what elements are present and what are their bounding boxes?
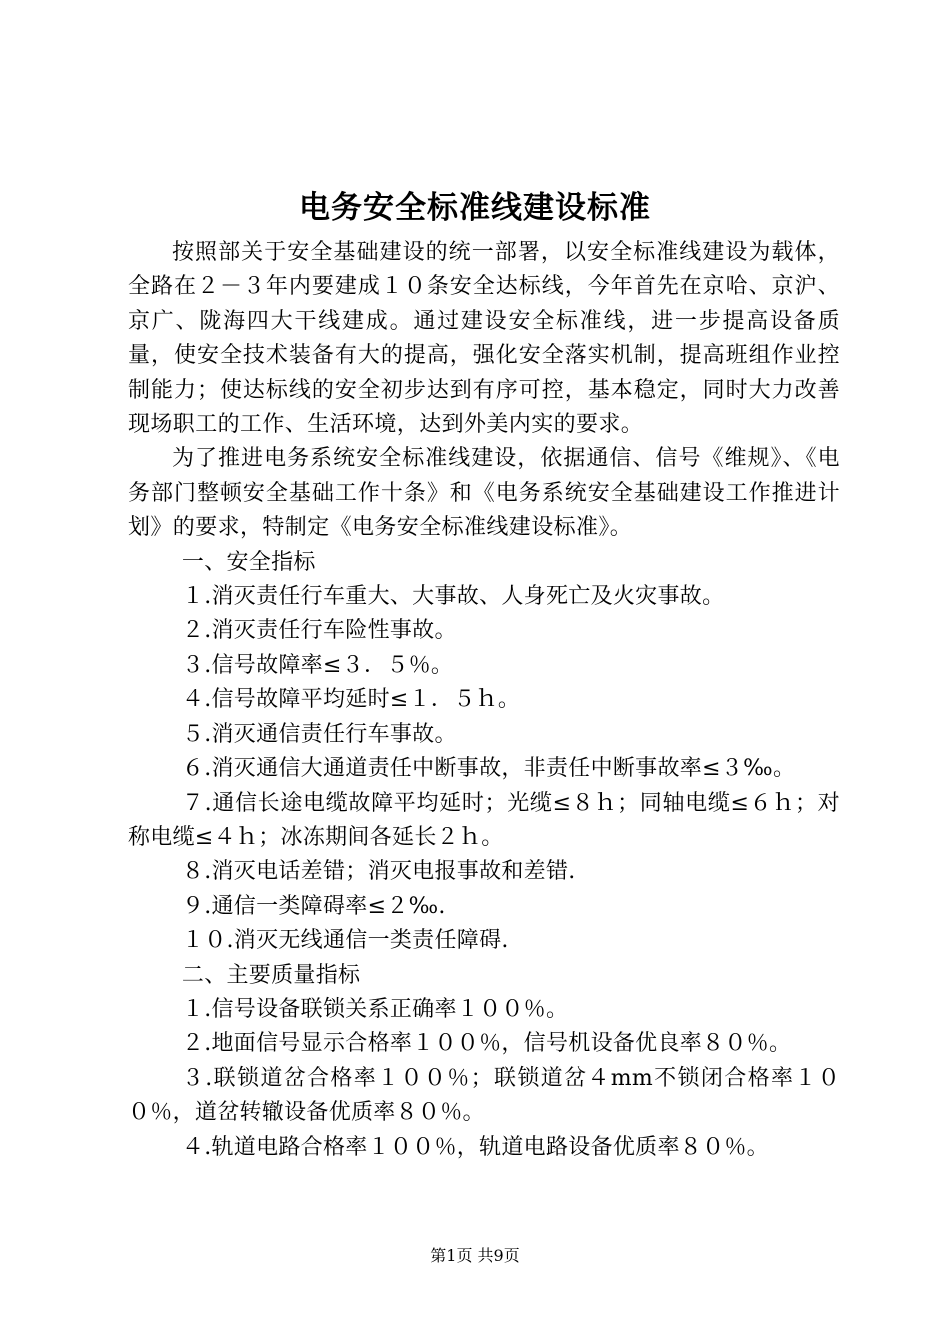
list-item: ３.信号故障率≤３．５％。 — [181, 652, 454, 678]
document-body — [128, 236, 840, 1165]
list-item: １０.消灭无线通信一类责任障碍. — [181, 928, 509, 954]
list-item: ８.消灭电话差错；消灭电报事故和差错. — [181, 859, 576, 885]
list-item: ２.地面信号显示合格率１００％，信号机设备优良率８０％。 — [181, 1031, 792, 1057]
document-title: 电务安全标准线建设标准 — [299, 190, 651, 226]
list-item: ５.消灭通信责任行车事故。 — [181, 721, 457, 747]
list-item: １.信号设备联锁关系正确率１００％。 — [181, 996, 569, 1022]
page-number-footer: 第1页 共9页 — [430, 1246, 520, 1265]
list-item: ２.消灭责任行车险性事故。 — [181, 618, 457, 644]
list-item: ３.联锁道岔合格率１００％；联锁道岔４mm不锁闭合格率１００％，道岔转辙设备优质率８０％。 — [128, 1065, 840, 1126]
list-item: ７.通信长途电缆故障平均延时；光缆≤８ｈ；同轴电缆≤６ｈ；对称电缆≤４ｈ；冰冻期间各延长２ｈ。 — [128, 790, 840, 850]
intro-paragraph: 按照部关于安全基础建设的统一部署，以安全标准线建设为载体，全路在２－３年内要建成１０条安全达标线，今年首先在京哈、京沪、京广、陇海四大干线建成。通过建设安全标准线，进一步提高设备质量，使安全技术装备有大的提高，强化安全落实机制，提高班组作业控制能力；使达标线的安全初步达到有序可控，基本稳定，同时大力改善现场职工的工作、生活环境，达到外美内实的要求。 — [128, 240, 840, 438]
list-item: ４.轨道电路合格率１００％，轨道电路设备优质率８０％。 — [181, 1134, 769, 1160]
list-item: ６.消灭通信大通道责任中断事故，非责任中断事故率≤３‰。 — [181, 756, 796, 782]
list-item: １.消灭责任行车重大、大事故、人身死亡及火灾事故。 — [181, 584, 725, 610]
section-heading-quality: 二、主要质量指标 — [181, 962, 361, 988]
section-heading-safety: 一、安全指标 — [181, 549, 316, 575]
list-item: ４.信号故障平均延时≤１．５ｈ。 — [181, 687, 521, 713]
list-item: ９.通信一类障碍率≤２‰. — [181, 893, 446, 919]
basis-paragraph: 为了推进电务系统安全标准线建设，依据通信、信号《维规》、《电务部门整顿安全基础工作十条》和《电务系统安全基础建设工作推进计划》的要求，特制定《电务安全标准线建设标准》。 — [128, 446, 840, 541]
